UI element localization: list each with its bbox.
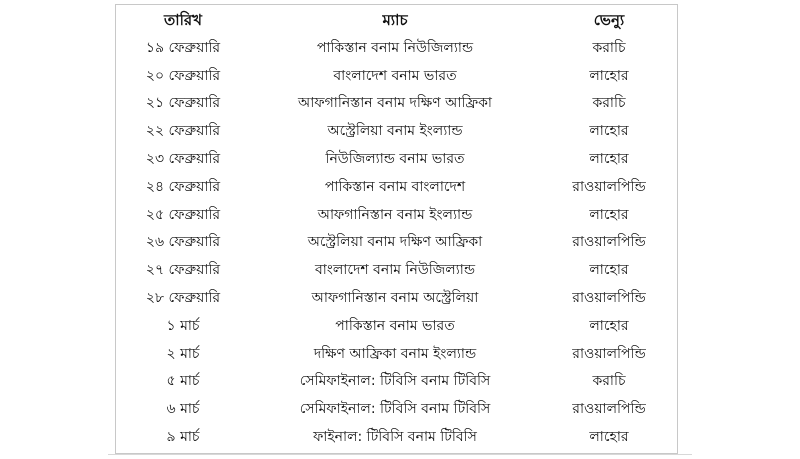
cell-date: ৬ মার্চ — [166, 401, 200, 418]
bottom-divider — [108, 454, 692, 455]
cell-match: নিউজিল্যান্ড বনাম ভারত — [325, 151, 465, 168]
cell-match: পাকিস্তান বনাম ভারত — [335, 317, 455, 334]
header-match: ম্যাচ — [382, 10, 408, 29]
table-row — [121, 395, 673, 423]
cell-date: ৫ মার্চ — [166, 373, 200, 390]
cell-date: ৯ মার্চ — [166, 429, 200, 446]
cell-match: পাকিস্তান বনাম বাংলাদেশ — [324, 178, 466, 195]
cell-venue: রাওয়ালপিন্ডি — [572, 345, 646, 362]
cell-match: পাকিস্তান বনাম নিউজিল্যান্ড — [316, 39, 474, 56]
cell-venue: লাহোর — [589, 123, 629, 140]
cell-match: সেমিফাইনাল: টিবিসি বনাম টিবিসি — [299, 373, 491, 390]
table-row — [121, 368, 673, 396]
cell-venue: রাওয়ালপিন্ডি — [572, 290, 646, 307]
table-row — [121, 340, 673, 368]
cell-date: ২২ ফেব্রুয়ারি — [145, 123, 221, 140]
cell-match: অস্ট্রেলিয়া বনাম দক্ষিণ আফ্রিকা — [307, 234, 483, 251]
table-row — [121, 284, 673, 312]
cell-match: আফগানিস্তান বনাম দক্ষিণ আফ্রিকা — [298, 95, 492, 112]
cell-date: ২৩ ফেব্রুয়ারি — [145, 151, 221, 168]
cell-match: অস্ট্রেলিয়া বনাম ইংল্যান্ড — [327, 123, 463, 140]
cell-venue: রাওয়ালপিন্ডি — [572, 234, 646, 251]
table-row — [121, 312, 673, 340]
cell-match: ফাইনাল: টিবিসি বনাম টিবিসি — [313, 429, 477, 446]
cell-date: ২৫ ফেব্রুয়ারি — [145, 206, 221, 223]
header-venue: ভেন্যু — [593, 10, 625, 29]
table-header-row — [121, 8, 673, 34]
table-row — [121, 201, 673, 229]
cell-venue: লাহোর — [589, 206, 629, 223]
cell-date: ২ মার্চ — [166, 345, 200, 362]
cell-match: সেমিফাইনাল: টিবিসি বনাম টিবিসি — [299, 401, 491, 418]
cell-date: ২০ ফেব্রুয়ারি — [145, 67, 221, 84]
cell-date: ২৭ ফেব্রুয়ারি — [145, 262, 221, 279]
table-row — [121, 423, 673, 451]
cell-date: ২১ ফেব্রুয়ারি — [145, 95, 221, 112]
cell-venue: করাচি — [592, 39, 626, 56]
table-row — [121, 173, 673, 201]
cell-match: বাংলাদেশ বনাম ভারত — [333, 67, 457, 84]
cell-date: ২৬ ফেব্রুয়ারি — [145, 234, 221, 251]
table-row — [121, 145, 673, 173]
table-row — [121, 117, 673, 145]
cell-venue: করাচি — [592, 95, 626, 112]
cell-date: ২৪ ফেব্রুয়ারি — [145, 178, 221, 195]
table-row — [121, 34, 673, 62]
cell-venue: লাহোর — [589, 429, 629, 446]
cell-match: দক্ষিণ আফ্রিকা বনাম ইংল্যান্ড — [313, 345, 477, 362]
cell-match: আফগানিস্তান বনাম অস্ট্রেলিয়া — [311, 290, 479, 307]
cell-venue: লাহোর — [589, 67, 629, 84]
cell-venue: লাহোর — [589, 262, 629, 279]
match-schedule-table — [121, 8, 673, 451]
cell-date: ১৯ ফেব্রুয়ারি — [145, 39, 221, 56]
cell-venue: লাহোর — [589, 317, 629, 334]
cell-venue: করাচি — [592, 373, 626, 390]
cell-venue: রাওয়ালপিন্ডি — [572, 178, 646, 195]
cell-match: আফগানিস্তান বনাম ইংল্যান্ড — [317, 206, 473, 223]
cell-match: বাংলাদেশ বনাম নিউজিল্যান্ড — [314, 262, 476, 279]
table-row — [121, 256, 673, 284]
cell-venue: রাওয়ালপিন্ডি — [572, 401, 646, 418]
cell-date: ২৮ ফেব্রুয়ারি — [145, 290, 221, 307]
table-row — [121, 229, 673, 257]
table-row — [121, 90, 673, 118]
table-row — [121, 62, 673, 90]
cell-date: ১ মার্চ — [166, 317, 200, 334]
header-date: তারিখ — [164, 10, 202, 29]
cell-venue: লাহোর — [589, 151, 629, 168]
